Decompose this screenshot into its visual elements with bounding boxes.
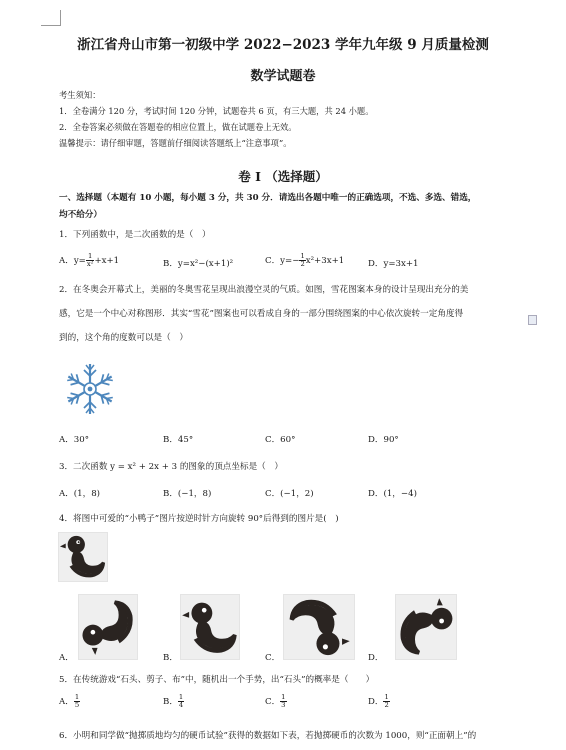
q1-option-c: [265, 253, 344, 268]
q4-option-b: B．: [163, 653, 178, 663]
q1-option-c-denominator: 2: [300, 260, 305, 268]
section-instruction-2: 均不给分）: [59, 210, 102, 220]
q2-line-3: 到的，这个角的度数可以是（ ）: [59, 333, 188, 343]
notice-heading: 考生须知：: [59, 90, 101, 100]
section-instruction-1: 一、选择题（本题有 10 小题，每小题 3 分，共 30 分．请选出各题中唯一的正确选项，不选、多选、错选，: [59, 193, 477, 203]
q5-option-a-numerator: 1: [74, 693, 80, 701]
duck-option-a-icon: [79, 595, 137, 659]
notice-line-2: 2．全卷答案必须做在答题卷的相应位置上，做在试题卷上无效。: [59, 122, 297, 132]
q5-option-a-denominator: 5: [74, 701, 80, 709]
q1-option-d: D．y=3x+1: [368, 259, 419, 269]
duck-option-b-icon: [181, 595, 239, 659]
q5-option-b-numerator: 1: [178, 693, 184, 701]
notice-line-1: 1．全卷满分 120 分，考试时间 120 分钟，试题卷共 6 页，有三大题，共 24 小题。: [59, 106, 374, 116]
duck-original-figure: [58, 532, 108, 582]
q6-stem: 6．小明和同学做“抛掷质地均匀的硬币试验”获得的数据如下表，若抛掷硬币的次数为 1000，则“正面朝上”的: [59, 731, 477, 741]
q5-option-c-fraction: [280, 694, 286, 709]
q5-option-c-denominator: 3: [281, 701, 286, 709]
q5-option-b-fraction: [178, 694, 184, 709]
duck-option-b-figure: [180, 594, 240, 660]
q5-stem: 5．在传统游戏“石头、剪子、布”中，随机出一个手势，出“石头”的概率是（ ）: [59, 675, 375, 685]
duck-original-icon: [59, 533, 107, 581]
q4-option-a: A．: [59, 653, 74, 663]
q2-option-a: A．30°: [59, 435, 90, 445]
q5-option-b-denominator: 4: [178, 701, 184, 709]
q1-option-b: B．y=x²−(x+1)²: [163, 259, 234, 269]
margin-marker: [528, 315, 537, 325]
crop-mark: [41, 10, 61, 26]
q5-option-d-denominator: 2: [384, 701, 389, 709]
q5-option-d: [368, 694, 390, 709]
q1-option-a-numerator: 1: [86, 253, 95, 261]
q4-stem: 4．将图中可爱的“小鸭子”图片按逆时针方向旋转 90°后得到的图片是( ): [59, 514, 339, 524]
q5-option-a-label: A．: [59, 697, 74, 707]
q3-option-b: B．(−1，8): [163, 489, 212, 499]
snowflake-figure: [58, 360, 122, 418]
q4-option-c: C．: [265, 653, 281, 663]
q5-option-c: [265, 694, 287, 709]
q5-option-d-label: D．: [368, 697, 384, 707]
q5-option-a-fraction: [74, 694, 80, 709]
q5-option-b-label: B．: [163, 697, 178, 707]
q2-option-c: C．60°: [265, 435, 296, 445]
q2-option-d: D．90°: [368, 435, 399, 445]
notice-line-3: 温馨提示：请仔细审题，答题前仔细阅读答题纸上“注意事项”。: [59, 138, 292, 148]
exam-subtitle: 数学试题卷: [250, 69, 316, 84]
q1-stem: 1．下列函数中，是二次函数的是（ ）: [59, 230, 211, 240]
q5-option-c-label: C．: [265, 697, 281, 707]
q5-option-d-fraction: [383, 694, 389, 709]
q2-option-b: B．45°: [163, 435, 194, 445]
q1-option-a-denominator: x²: [86, 260, 94, 268]
q1-option-a-pre: y=: [73, 256, 86, 266]
duck-option-d-icon: [396, 595, 456, 659]
q1-option-a-label: A．: [59, 256, 74, 266]
q4-option-d: D．: [368, 653, 384, 663]
duck-option-d-figure: [395, 594, 457, 660]
q5-option-c-numerator: 1: [281, 693, 286, 701]
q3-option-d: D．(1，−4): [368, 489, 417, 499]
q5-option-d-numerator: 1: [384, 693, 389, 701]
section-title: 卷 I （选择题）: [238, 169, 328, 184]
q2-line-2: 感，它是一个中心对称图形．其实“雪花”图案也可以看成自身的一部分围绕图案的中心依次旋转一定角度得: [59, 309, 464, 319]
q5-option-a: [59, 694, 80, 709]
exam-title: 浙江省舟山市第一初级中学 2022−2023 学年九年级 9 月质量检测: [77, 37, 489, 53]
q2-line-1: 2．在冬奥会开幕式上，美丽的冬奥雪花呈现出浪漫空灵的气质。如图，雪花图案本身的设计呈现出充分的美: [59, 285, 469, 295]
q1-option-a: [59, 253, 119, 268]
q3-option-a: A．(1，8): [59, 489, 101, 499]
q3-option-c: C．(−1，2): [265, 489, 314, 499]
duck-option-c-icon: [284, 595, 354, 659]
duck-option-c-figure: [283, 594, 355, 660]
q1-option-a-post: +x+1: [94, 256, 120, 266]
q1-option-c-numerator: 1: [300, 252, 305, 260]
q5-option-b: [163, 694, 184, 709]
q3-stem: 3．二次函数 y = x² + 2x + 3 的图象的顶点坐标是（ ）: [59, 462, 283, 472]
q1-option-c-post: x²+3x+1: [305, 256, 345, 266]
duck-option-a-figure: [78, 594, 138, 660]
snowflake-icon: [58, 360, 122, 418]
q1-option-c-pre: C．y=−: [265, 256, 300, 266]
